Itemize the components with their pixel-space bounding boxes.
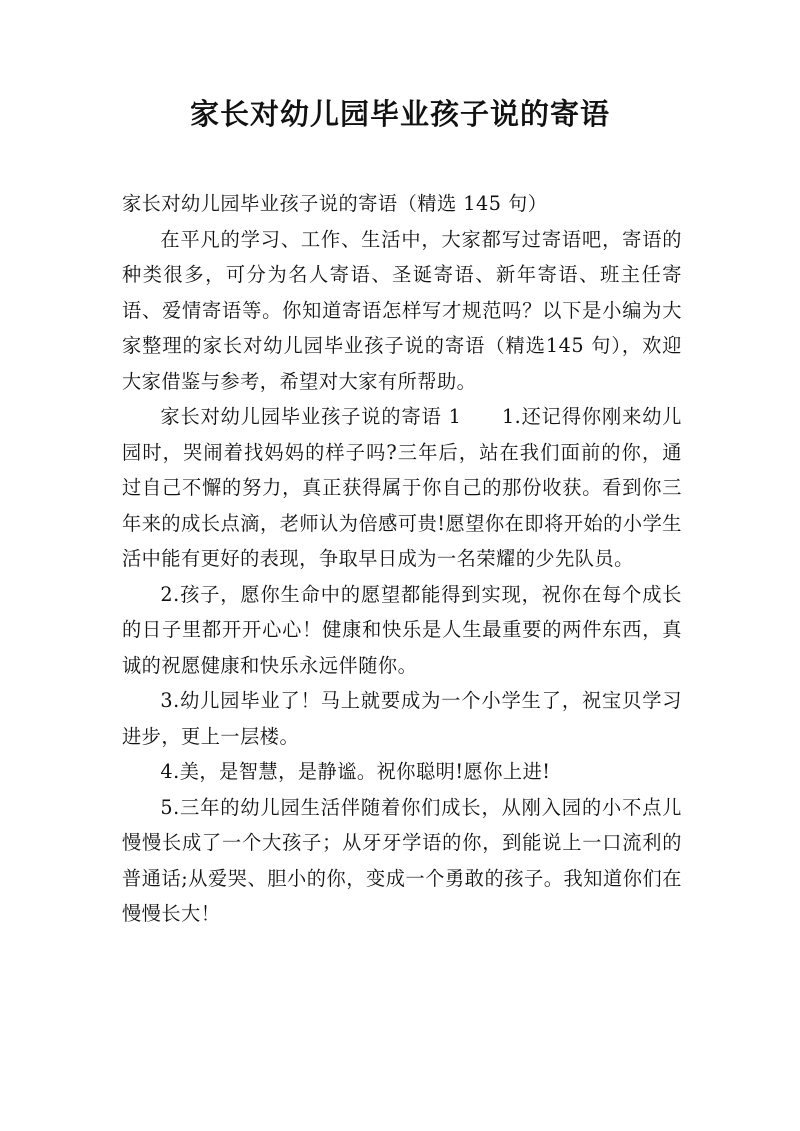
message-paragraph-2: 2.孩子，愿你生命中的愿望都能得到实现，祝你在每个成长的日子里都开开心心！健康和快乐是人生最重要的两件东西，真诚的祝愿健康和快乐永远伴随你。 <box>122 582 682 677</box>
message-paragraph-5: 5.三年的幼儿园生活伴随着你们成长，从刚入园的小不点儿慢慢长成了一个大孩子；从牙牙学语的你，到能说上一口流利的普通话;从爱哭、胆小的你，变成一个勇敢的孩子。我知道你们在慢慢长大！ <box>122 795 682 925</box>
message-paragraph-1: 家长对幼儿园毕业孩子说的寄语 1 1.还记得你刚来幼儿园时，哭闹着找妈妈的样子吗?三年后，站在我们面前的你，通过自己不懈的努力，真正获得属于你自己的那份收获。看到你三年来的成长点滴，老师认为倍感可贵!愿望你在即将开始的小学生活中能有更好的表现，争取早日成为一名荣耀的少先队员。 <box>122 405 682 570</box>
document-title: 家长对幼儿园毕业孩子说的寄语 <box>189 97 610 131</box>
document-subtitle: 家长对幼儿园毕业孩子说的寄语（精选 145 句） <box>122 192 548 215</box>
message-paragraph-4: 4.美，是智慧，是静谧。祝你聪明!愿你上进! <box>160 760 551 783</box>
document-body <box>122 186 682 932</box>
intro-paragraph: 在平凡的学习、工作、生活中，大家都写过寄语吧，寄语的种类很多，可分为名人寄语、圣诞寄语、新年寄语、班主任寄语、爱情寄语等。你知道寄语怎样写才规范吗？以下是小编为大家整理的家长对幼儿园毕业孩子说的寄语（精选145 句），欢迎大家借鉴与参考，希望对大家有所帮助。 <box>122 227 682 393</box>
message-paragraph-3: 3.幼儿园毕业了！马上就要成为一个小学生了，祝宝贝学习进步，更上一层楼。 <box>122 689 682 748</box>
